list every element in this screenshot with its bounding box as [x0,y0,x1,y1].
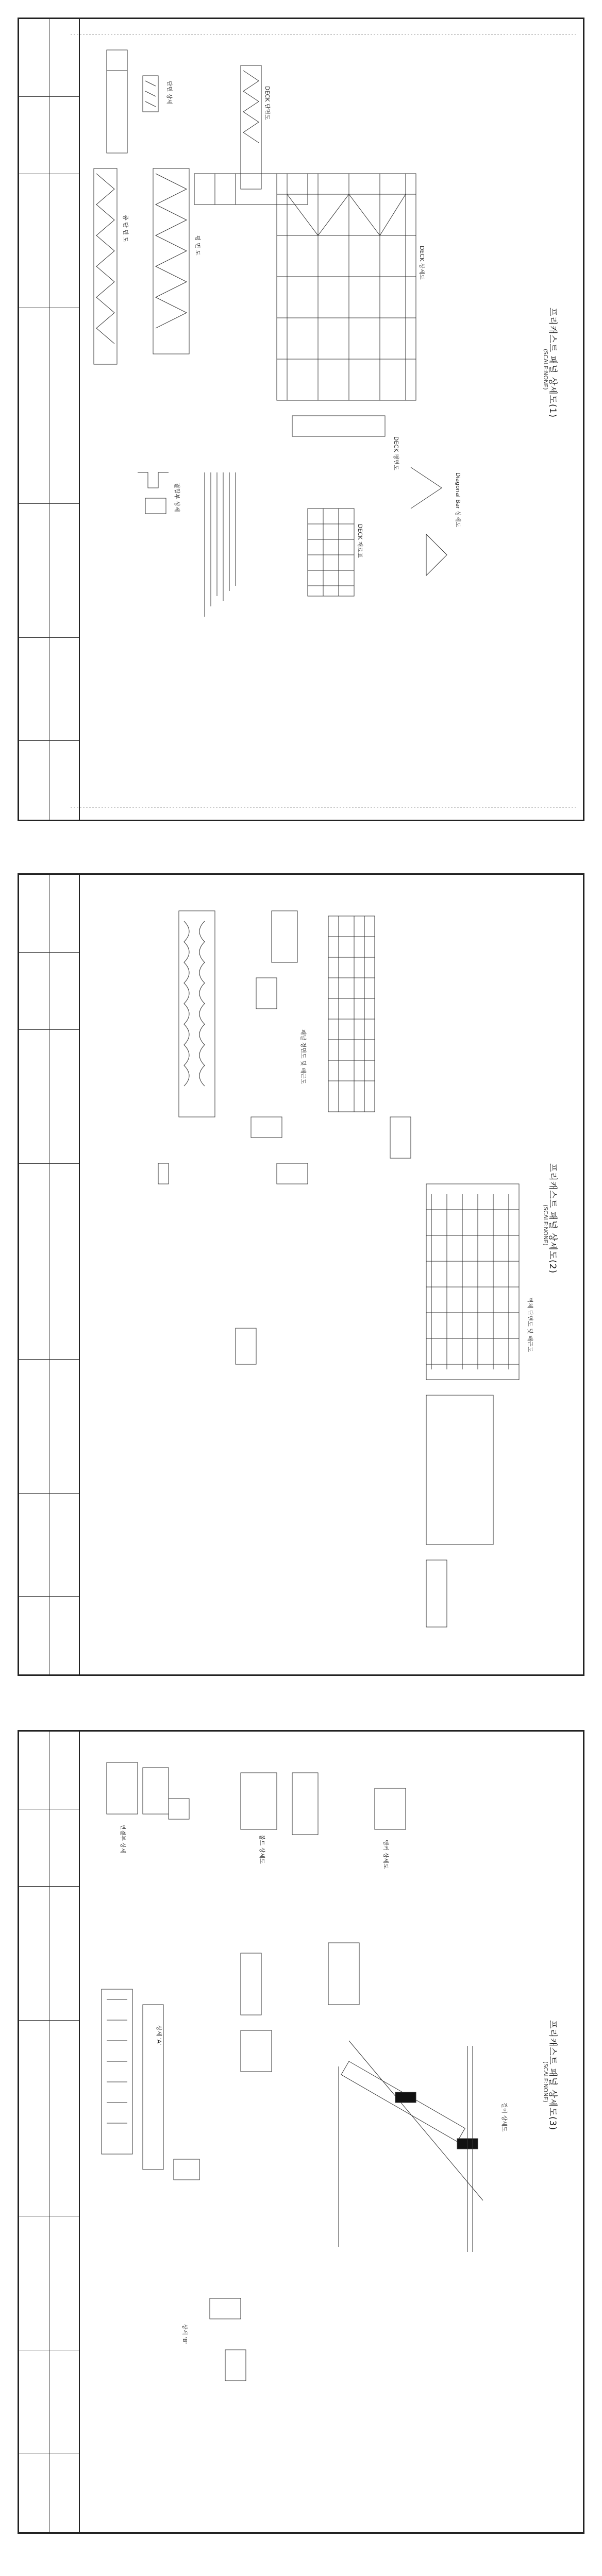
label-deck-material: DECK 재료표 [357,524,363,558]
label-deck-detail: DECK 상세도 [419,246,425,280]
label-wall-section: 벽체 단면도 및 배근도 [527,1297,533,1352]
label-longitudinal: 종 단 면 도 [122,215,129,242]
label-anchor: 앵커 상세도 [382,1840,389,1869]
sheet-title: 프리캐스트 패널 상세도(3) [547,2020,558,2131]
label-deck-section: DECK 단면도 [264,86,271,120]
label-detail-b: 상세 'B' [181,2324,188,2344]
sheet-1-drawing [19,19,584,821]
sheet-title-area [542,19,576,820]
label-joint: 결합부 상세 [174,483,180,512]
label-hanger: 걸이 상세도 [501,2103,508,2132]
drawing-sheet-1 [18,18,584,821]
label-deck-plan: DECK 평면도 [393,436,399,470]
label-panel-front: 패널 정면도 및 배근도 [300,1029,307,1084]
drawing-sheet-3 [18,1730,584,2534]
sheet-title-area [542,875,576,1674]
sheet-title: 프리캐스트 패널 상세도(2) [547,1163,558,1274]
label-plan: 평 면 도 [194,235,201,256]
label-bolt: 볼트 상세도 [259,1835,265,1864]
drawing-sheet-2 [18,873,584,1676]
sheet-3-drawing [19,1732,584,2534]
sheet-scale: (SCALE:NONE) [542,2061,549,2103]
sheet-scale: (SCALE:NONE) [542,1205,549,1246]
sheet-title: 프리캐스트 패널 상세도(1) [547,308,558,418]
label-connection: 연결부 상세 [120,1824,126,1854]
label-detail-a: 상세 'A' [156,2025,162,2045]
sheet-scale: (SCALE:NONE) [542,349,549,390]
label-diagonal-bar: Diagonal Bar 상세도 [455,472,461,528]
label-section-detail: 단면 상세 [166,81,173,105]
sheet-2-drawing [19,875,584,1676]
sheet-title-area [542,1732,576,2532]
